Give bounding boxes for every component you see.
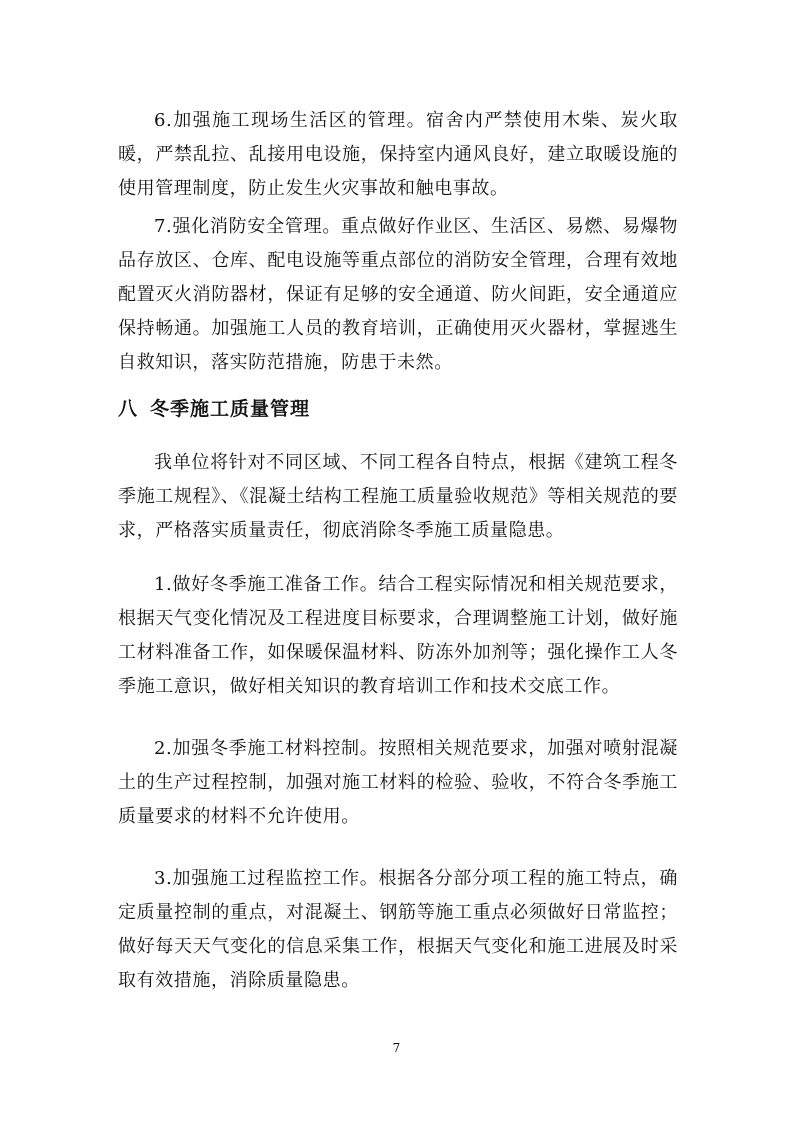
section-heading xyxy=(118,392,678,426)
paragraph-item-3: 3.加强施工过程监控工作。根据各分部分项工程的施工特点，确定质量控制的重点，对混凝土、钢筋等施工重点必须做好日常监控；做好每天天气变化的信息采集工作，根据天气变化和施工进展及时采取有效措施，消除质量隐患。 xyxy=(118,868,678,991)
page-number: 7 xyxy=(392,1041,401,1055)
section-heading-title: 冬季施工质量管理 xyxy=(150,398,311,420)
paragraph-item-7: 7.强化消防安全管理。重点做好作业区、生活区、易燃、易爆物品存放区、仓库、配电设施等重点部位的消防安全管理，合理有效地配置灭火消防器材，保证有足够的安全通道、防火间距，安全通道应保持畅通。加强施工人员的教育培训，正确使用灭火器材，掌握逃生自救知识，落实防范措施，防患于未然。 xyxy=(118,216,678,373)
paragraph-item-2: 2.加强冬季施工材料控制。按照相关规范要求，加强对喷射混凝土的生产过程控制，加强对施工材料的检验、验收，不符合冬季施工质量要求的材料不允许使用。 xyxy=(118,738,678,827)
section-heading-number: 八 xyxy=(118,398,139,420)
paragraph-item-1: 1.做好冬季施工准备工作。结合工程实际情况和相关规范要求，根据天气变化情况及工程进度目标要求，合理调整施工计划，做好施工材料准备工作，如保暖保温材料、防冻外加剂等；强化操作工人冬季施工意识，做好相关知识的教育培训工作和技术交底工作。 xyxy=(118,574,678,697)
intro-paragraph: 我单位将针对不同区域、不同工程各自特点，根据《建筑工程冬季施工规程》、《混凝土结构工程施工质量验收规范》等相关规范的要求，严格落实质量责任，彻底消除冬季施工质量隐患。 xyxy=(118,452,678,541)
paragraph-item-6: 6.加强施工现场生活区的管理。宿舍内严禁使用木柴、炭火取暖，严禁乱拉、乱接用电设施，保持室内通风良好，建立取暖设施的使用管理制度，防止发生火灾事故和触电事故。 xyxy=(118,110,678,199)
